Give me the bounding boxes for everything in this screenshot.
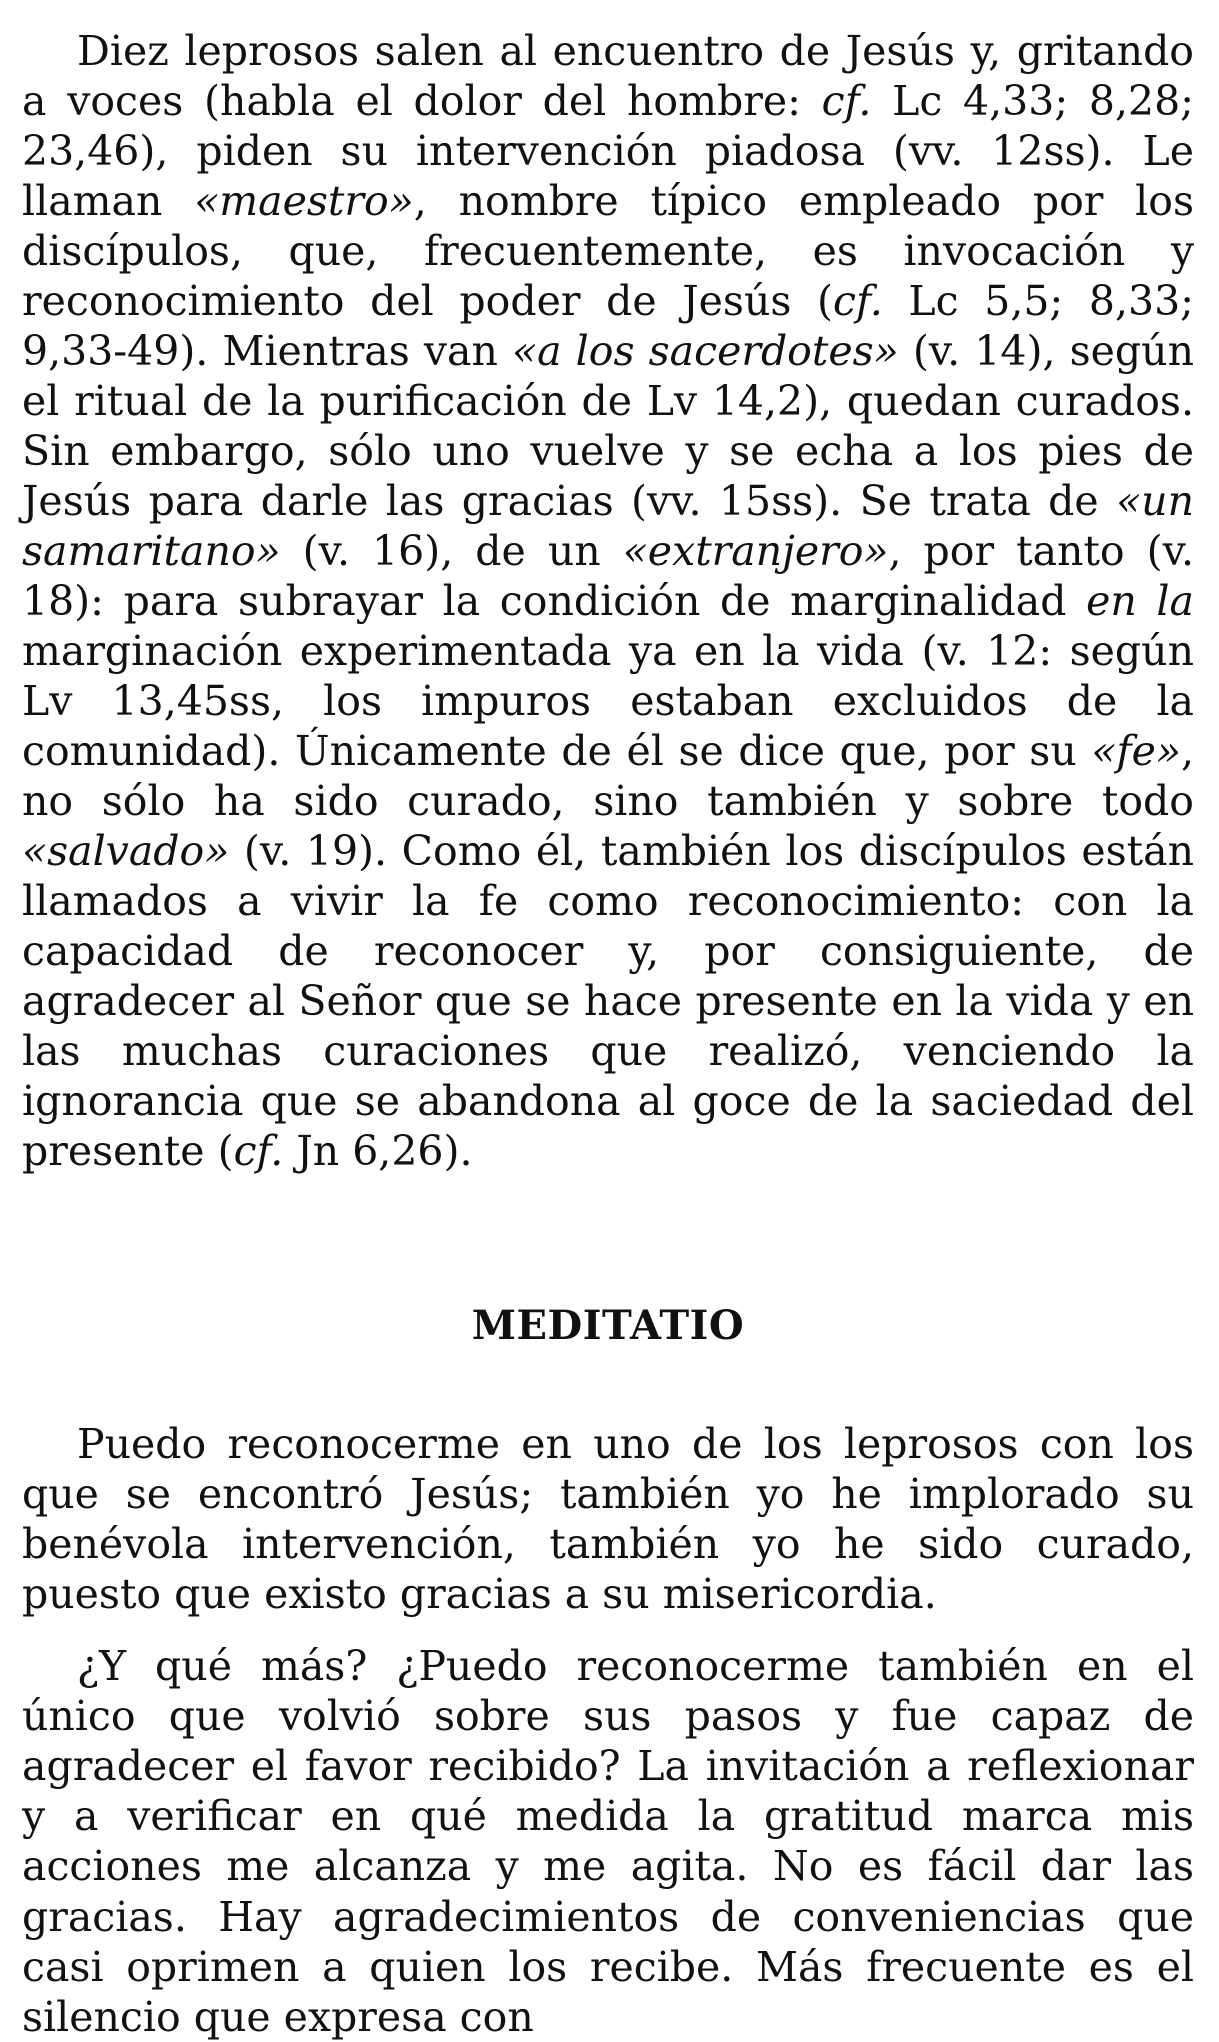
citation-abbrev: cf. <box>233 1127 284 1176</box>
text-segment: Diez leprosos salen al encuentro de Jesús y, gritando a voces (habla el dolor del hombre: <box>22 27 1194 126</box>
quoted-term: «a los sacerdotes» <box>512 327 899 376</box>
citation-abbrev: cf. <box>821 77 872 126</box>
quoted-term: «salvado» <box>22 827 230 876</box>
lectio-commentary-paragraph <box>22 26 1194 1176</box>
emphasis: en la <box>1086 577 1194 626</box>
text-segment: (v. 16), de un <box>280 527 623 576</box>
text-segment: , no sólo ha sido curado, sino también y sobre todo <box>22 727 1194 826</box>
text-segment: (v. 19). Como él, también los discípulos están llamados a vivir la fe como reconocimiento: con la capacidad de reconocer y, por consiguiente, de agradecer al Señor que se hace presente en la vida y en las muchas curaciones que realizó, venciendo la ignorancia que se abandona al goce de la saciedad del presente ( <box>22 827 1194 1176</box>
text-segment: Lc 5,5; 8,33; 9,33-49). Mientras van <box>22 277 1194 376</box>
quoted-term: «un samaritano» <box>22 477 1194 576</box>
quoted-term: «fe» <box>1091 727 1181 776</box>
meditatio-body <box>22 1419 1194 2041</box>
text-segment: Lc 4,33; 8,28; 23,46), piden su intervención piadosa (vv. 12ss). Le llaman <box>22 77 1194 226</box>
text-segment: (v. 14), según el ritual de la purificación de Lv 14,2), quedan curados. Sin embargo, sólo uno vuelve y se echa a los pies de Jesús para darle las gracias (vv. 15ss). Se trata de <box>22 327 1194 526</box>
text-segment: , por tanto (v. 18): para subrayar la condición de marginalidad <box>22 527 1194 626</box>
meditatio-paragraph-2: ¿Y qué más? ¿Puedo reconocerme también en el único que volvió sobre sus pasos y fue capaz de agradecer el favor recibido? La invitación a reflexionar y a verificar en qué medida la gratitud marca mis acciones me alcanza y me agita. No es fácil dar las gracias. Hay agradecimientos de conveniencias que casi oprimen a quien los recibe. Más frecuente es el silencio que expresa con <box>22 1642 1194 2041</box>
document-page <box>22 26 1194 2042</box>
text-segment: , nombre típico empleado por los discípulos, que, frecuentemente, es invocación y reconocimiento del poder de Jesús ( <box>22 177 1194 326</box>
section-heading-meditatio: MEDITATIO <box>471 1302 745 1350</box>
quoted-term: «maestro» <box>194 177 414 226</box>
meditatio-paragraph-1: Puedo reconocerme en uno de los leprosos con los que se encontró Jesús; también yo he implorado su benévola intervención, también yo he sido curado, puesto que existo gracias a su misericordia. <box>22 1420 1194 1619</box>
text-segment: marginación experimentada ya en la vida (v. 12: según Lv 13,45ss, los impuros estaban excluidos de la comunidad). Únicamente de él se dice que, por su <box>22 627 1194 776</box>
text-segment: Jn 6,26). <box>283 1127 473 1176</box>
citation-abbrev: cf. <box>833 277 883 326</box>
quoted-term: «extranjero» <box>622 527 889 576</box>
